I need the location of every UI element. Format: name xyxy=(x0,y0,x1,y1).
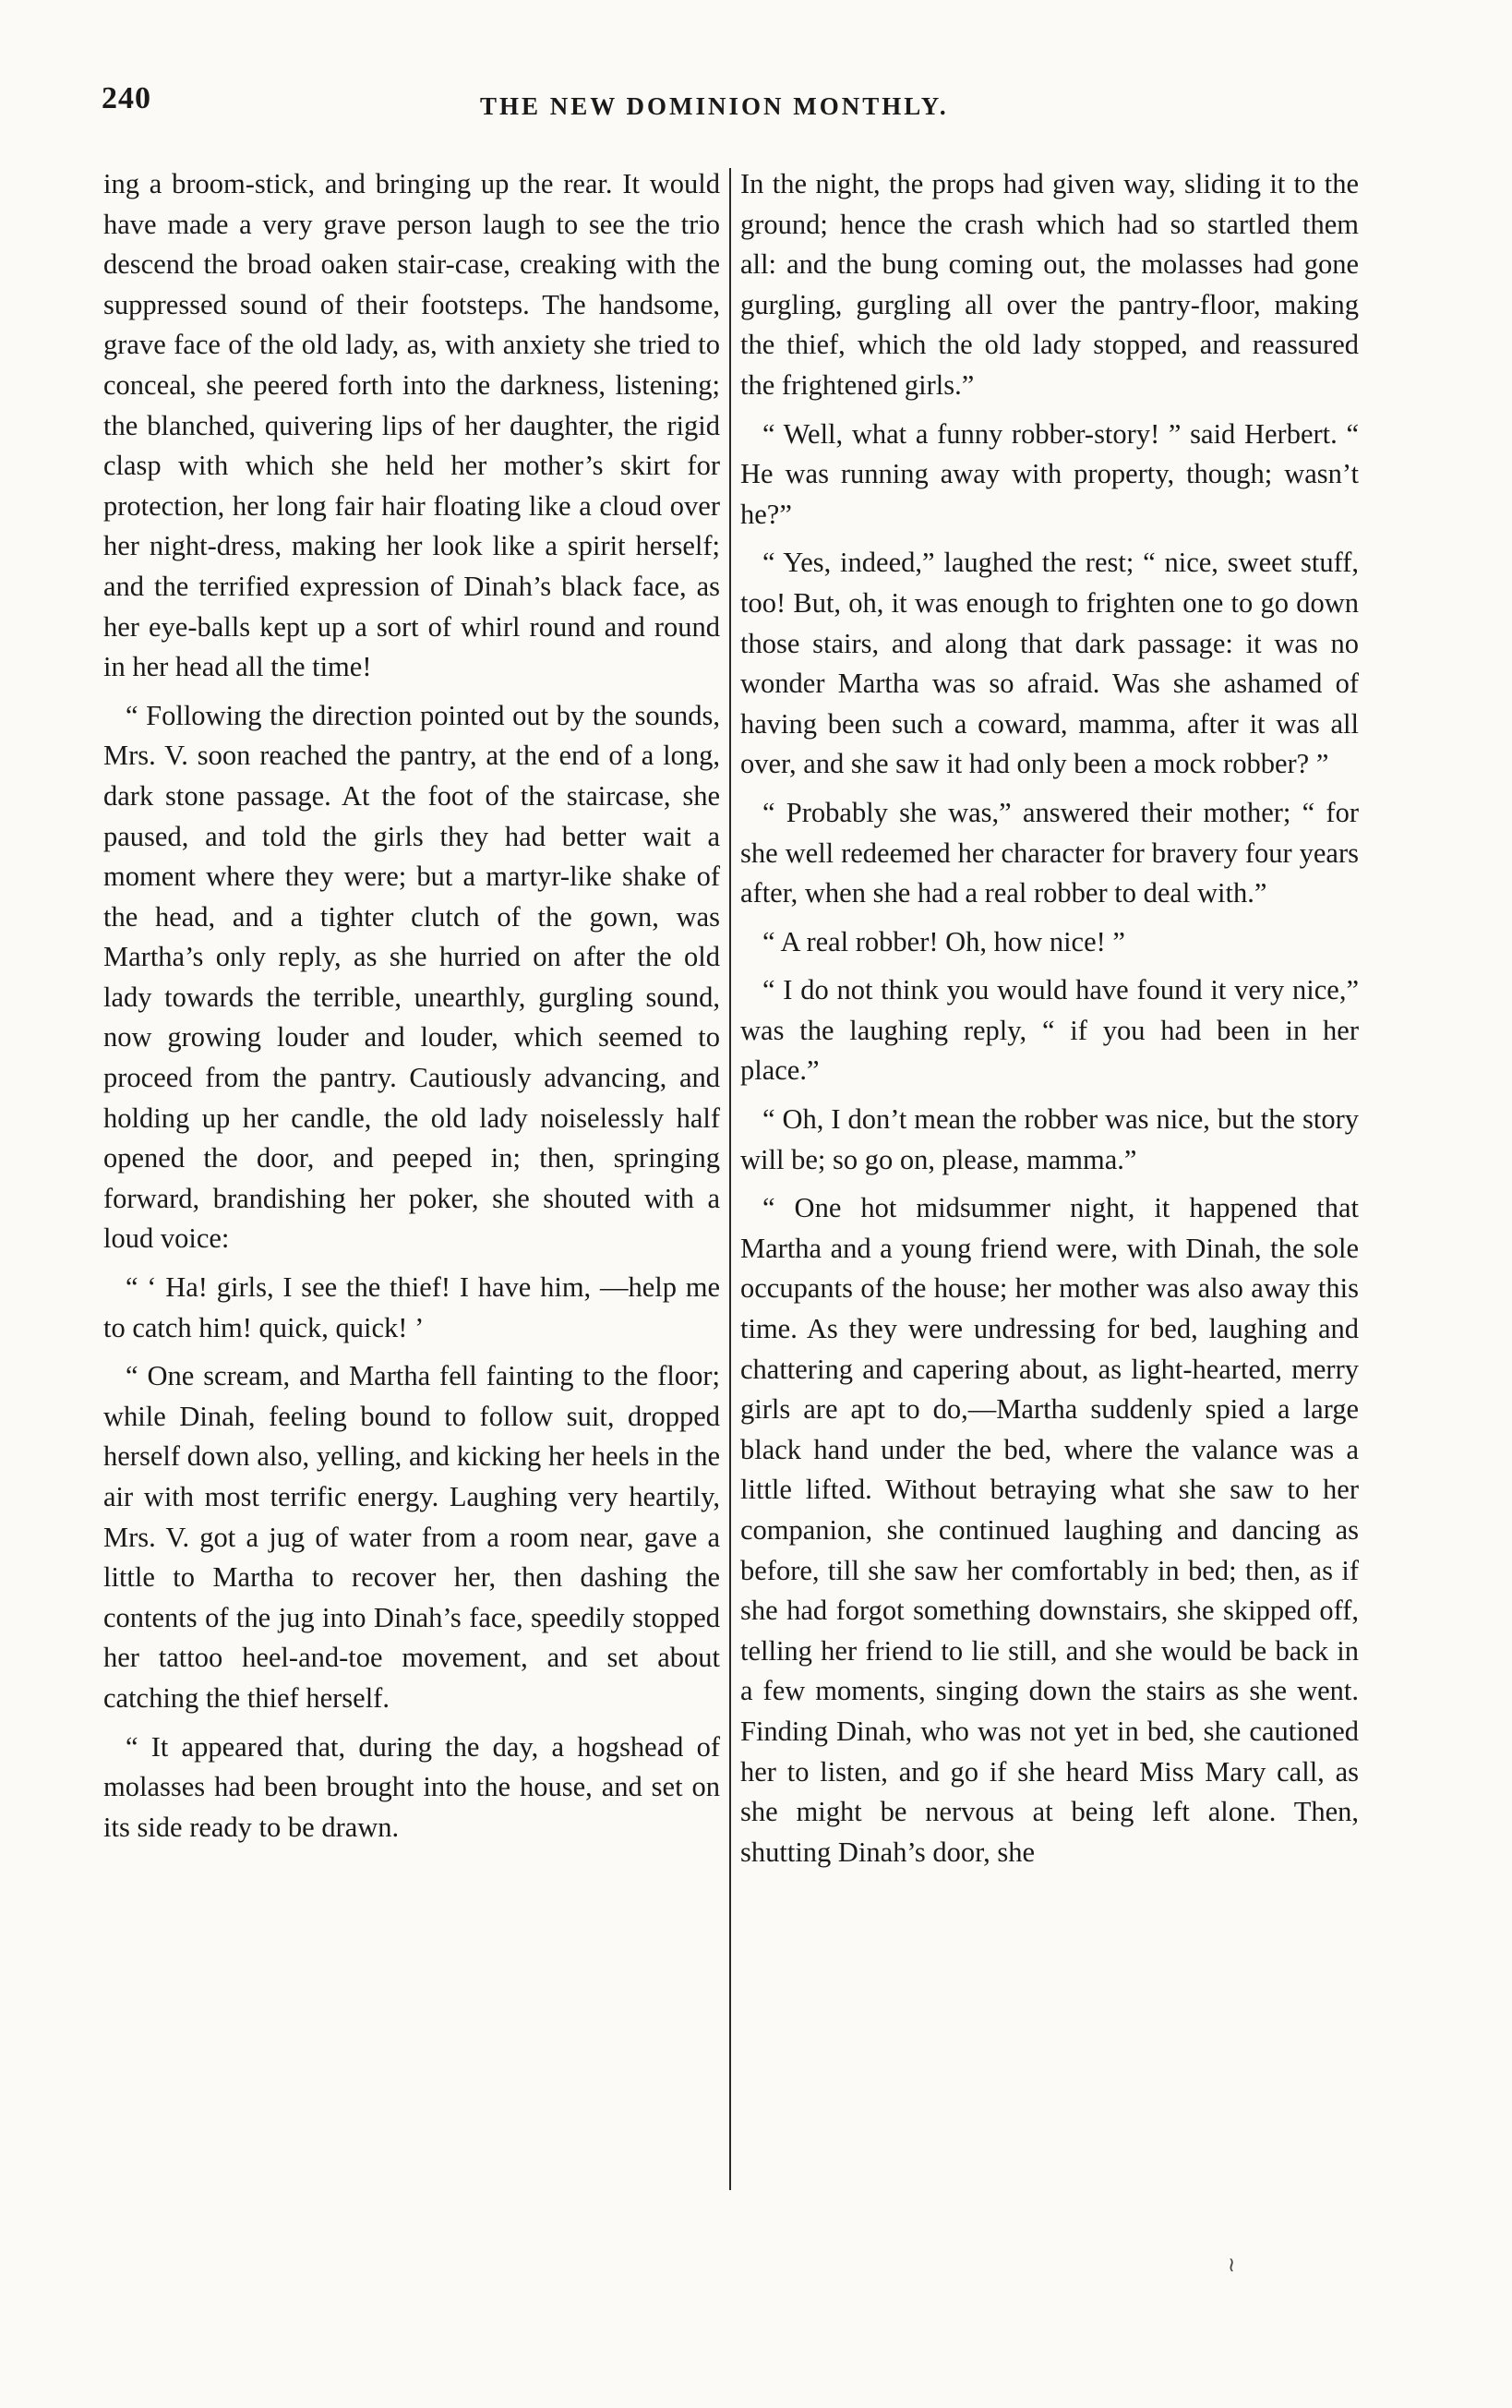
paragraph: “ Following the direction pointed out by the sounds, Mrs. V. soon reached the pantry, at the end of a long, dark stone passage. At the foot of the staircase, she paused, and told the girls they had better wait a moment where they were; but a martyr-like shake of the head, and a tighter clutch of the gown, was Martha’s only reply, as she hurried on after the old lady towards the terrible, unearthly, gurgling sound, now growing louder and louder, which seemed to proceed from the pantry. Cautiously advancing, and holding up her candle, the old lady noiselessly half opened the door, and peeped in; then, springing forward, brandishing her poker, she shouted with a loud voice: xyxy=(103,699,720,1255)
paragraph: “ Oh, I don’t mean the robber was nice, but the story will be; so go on, please, mamma.” xyxy=(740,1103,1359,1175)
ink-mark-icon: ≀ xyxy=(1228,2253,1236,2276)
column-divider xyxy=(729,168,731,2190)
left-column xyxy=(103,164,720,1856)
paragraph: In the night, the props had given way, sliding it to the ground; hence the crash which had so startled them all: and the bung coming out, the molasses had gone gurgling, gurgling all over the pantry-floor, making the thief, which the old lady stopped, and reassured the frightened girls.” xyxy=(740,168,1359,401)
paragraph: “ Well, what a funny robber-story! ” said Herbert. “ He was running away with property, though; wasn’t he?” xyxy=(740,417,1359,530)
page-number: 240 xyxy=(102,81,151,115)
paragraph: ing a broom-stick, and bringing up the rear. It would have made a very grave person laugh to see the trio descend the broad oaken stair-case, creaking with the suppressed sound of their footsteps. The handsome, grave face of the old lady, as, with anxiety she tried to conceal, she peered forth into the darkness, listening; the blanched, quivering lips of her daughter, the rigid clasp with which she held her mother’s skirt for protection, her long fair hair floating like a cloud over her night-dress, making her look like a spirit herself; and the terrified expression of Dinah’s black face, as her eye-balls kept up a sort of whirl round and round in her head all the time! xyxy=(103,168,720,683)
paragraph: “ It appeared that, during the day, a hogshead of molasses had been brought into the house, and set on its side ready to be drawn. xyxy=(103,1730,720,1843)
paragraph: “ Yes, indeed,” laughed the rest; “ nice, sweet stuff, too! But, oh, it was enough to frighten one to go down those stairs, and along that dark passage: it was no wonder Martha was so afraid. Was she ashamed of having been such a coward, mamma, after it was all over, and she saw it had only been a mock robber? ” xyxy=(740,547,1359,780)
running-title: THE NEW DOMINION MONTHLY. xyxy=(480,92,949,120)
paragraph: “ ‘ Ha! girls, I see the thief! I have him, —help me to catch him! quick, quick! ’ xyxy=(103,1271,720,1343)
right-column xyxy=(740,164,1359,1881)
paragraph: “ Probably she was,” answered their mother; “ for she well redeemed her character for bravery four years after, when she had a real robber to deal with.” xyxy=(740,796,1359,909)
paragraph: “ I do not think you would have found it very nice,” was the laughing reply, “ if you had been in her place.” xyxy=(740,974,1359,1087)
paragraph: “ A real robber! Oh, how nice! ” xyxy=(762,925,1125,957)
paragraph: “ One hot midsummer night, it happened that Martha and a young friend were, with Dinah, the sole occupants of the house; her mother was also away this time. As they were undressing for bed, laughing and chattering and capering about, as light-hearted, merry girls are apt to do,—Martha suddenly spied a large black hand under the bed, where the valance was a little lifted. Without betraying what she saw to her companion, she continued laughing and dancing as before, till she saw her comfortably in bed; then, as if she had forgot something downstairs, she skipped off, telling her friend to lie still, and she would be back in a few moments, singing down the stairs as she went. Finding Dinah, who was not yet in bed, she cautioned her to listen, and go if she heard Miss Mary call, as she might be nervous at being left alone. Then, shutting Dinah’s door, she xyxy=(740,1192,1359,1868)
paragraph: “ One scream, and Martha fell fainting to the floor; while Dinah, feeling bound to follow suit, dropped herself down also, yelling, and kicking her heels in the air with most terrific energy. Laughing very heartily, Mrs. V. got a jug of water from a room near, gave a little to Martha to recover her, then dashing the contents of the jug into Dinah’s face, speedily stopped her tattoo heel-and-toe movement, and set about catching the thief herself. xyxy=(103,1360,720,1714)
